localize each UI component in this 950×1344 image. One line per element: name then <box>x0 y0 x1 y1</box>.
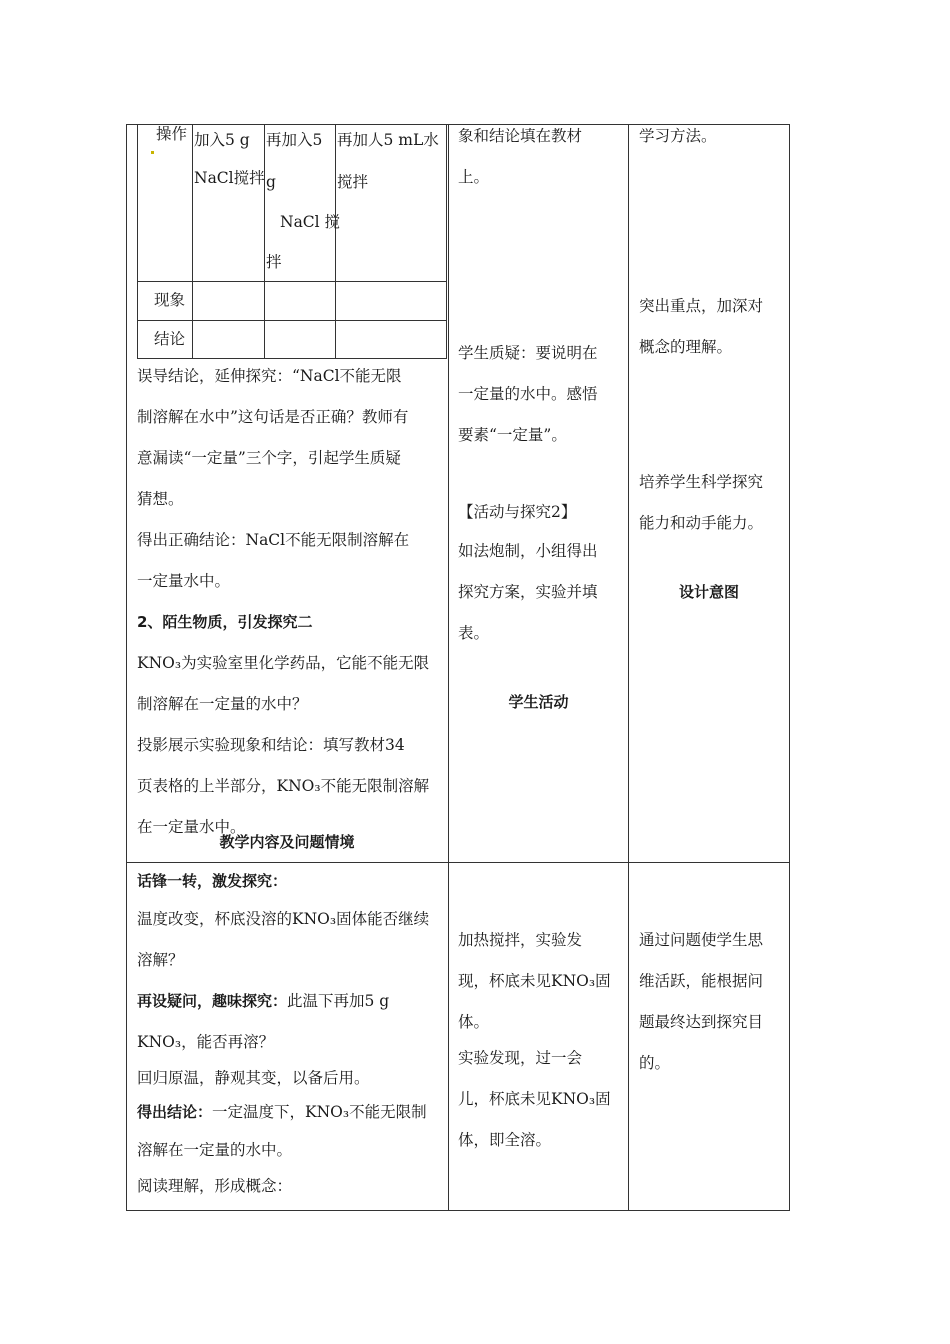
table-border-bottom <box>126 1210 790 1211</box>
col2-line-1: 象和结论填在教材 <box>458 127 583 145</box>
col1-line-8: KNO₃为实验室里化学药品，它能不能无限 <box>137 654 430 672</box>
inner-right <box>446 124 447 359</box>
inner-left <box>137 124 138 359</box>
col1-section-heading: 2、陌生物质，引发探究二 <box>137 613 313 631</box>
bottom-col1-line-6: 回归原温，静观其变，以备后用。 <box>137 1069 370 1087</box>
bottom-col2-line-3: 体。 <box>458 1013 490 1031</box>
table-col-divider-1 <box>448 124 449 1211</box>
bottom-col1-line-7: 得出结论：一定温度下，KNO₃不能无限制 <box>137 1103 427 1121</box>
col1-header: 教学内容及问题情境 <box>219 833 355 851</box>
experiment-table <box>137 124 448 359</box>
col2-line-3: 学生质疑：要说明在 <box>458 344 598 362</box>
bottom-col2-line-6: 体，即全溶。 <box>458 1131 552 1149</box>
cell-phenomenon-label: 现象 <box>154 291 186 309</box>
bottom-col1-line-2: 温度改变，杯底没溶的KNO₃固体能否继续 <box>137 910 430 928</box>
bottom-col2-line-4: 实验发现，过一会 <box>458 1049 583 1067</box>
cell-op2-line4: 拌 <box>266 253 282 271</box>
bottom-col1-heading: 话锋一转，激发探究： <box>137 872 288 890</box>
bottom-col2-line-1: 加热搅拌，实验发 <box>458 931 583 949</box>
bottom-col1-line-8: 溶解在一定量的水中。 <box>137 1141 293 1159</box>
bottom-col1-conclusion-label: 得出结论： <box>137 1103 213 1121</box>
cell-op1-line1: 加入5 g <box>194 131 250 149</box>
cell-conclusion-label: 结论 <box>154 330 186 348</box>
bottom-col3-line-2: 维活跃，能根据问 <box>639 972 764 990</box>
cell-op3-line2: 搅拌 <box>337 173 369 191</box>
bottom-col3-line-1: 通过问题使学生思 <box>639 931 764 949</box>
col1-line-5: 得出正确结论：NaCl不能无限制溶解在 <box>137 531 410 549</box>
col1-line-6: 一定量水中。 <box>137 572 231 590</box>
bottom-col3-line-4: 的。 <box>639 1054 671 1072</box>
col1-line-10: 投影展示实验现象和结论：填写教材34 <box>137 736 405 754</box>
col2-header: 学生活动 <box>508 693 569 711</box>
cell-op2-line1: 再加入5 <box>266 131 323 149</box>
bottom-col1-subheading: 再设疑问，趣味探究： <box>137 992 288 1010</box>
table-border-left <box>126 124 127 1211</box>
bottom-col2-line-5: 儿，杯底未见KNO₃固 <box>458 1090 611 1108</box>
col2-line-4: 一定量的水中。感悟 <box>458 385 598 403</box>
col1-line-3: 意漏读“一定量”三个字，引起学生质疑 <box>137 449 401 467</box>
col3-header: 设计意图 <box>678 583 739 601</box>
cell-op2-line3: NaCl 搅 <box>280 213 341 231</box>
bottom-col1-line-5: KNO₃，能否再溶？ <box>137 1033 275 1051</box>
bottom-col2-line-2: 现，杯底未见KNO₃固 <box>458 972 611 990</box>
bottom-col3-line-3: 题最终达到探究目 <box>639 1013 764 1031</box>
col3-line-3: 概念的理解。 <box>639 338 733 356</box>
cell-operation-label: 操作 <box>151 114 187 154</box>
marker-dot <box>151 151 154 154</box>
col1-line-2: 制溶解在水中”这句话是否正确？教师有 <box>137 408 409 426</box>
table-col-divider-2 <box>628 124 629 1211</box>
col1-line-9: 制溶解在一定量的水中？ <box>137 695 308 713</box>
col3-line-4: 培养学生科学探究 <box>639 473 764 491</box>
bottom-col1-line-3: 溶解？ <box>137 951 184 969</box>
bottom-col1-line-9: 阅读理解，形成概念： <box>137 1177 293 1195</box>
col1-line-12: 在一定量水中。 <box>137 818 246 836</box>
inner-div-1 <box>192 124 193 359</box>
col1-line-11: 页表格的上半部分，KNO₃不能无限制溶解 <box>137 777 430 795</box>
table-border-right <box>789 124 790 1211</box>
col1-line-4: 猜想。 <box>137 490 184 508</box>
col1-line-1: 误导结论，延伸探究：“NaCl不能无限 <box>137 367 402 385</box>
col2-line-2: 上。 <box>458 168 490 186</box>
bottom-col1-line-4: 再设疑问，趣味探究：此温下再加5 g <box>137 992 390 1010</box>
cell-op1-line2: NaCl搅拌 <box>194 169 265 187</box>
col2-line-7: 如法炮制，小组得出 <box>458 542 598 560</box>
cell-op2-line2: g <box>266 173 276 191</box>
col2-line-9: 表。 <box>458 624 490 642</box>
col2-line-8: 探究方案，实验并填 <box>458 583 598 601</box>
col3-line-2: 突出重点，加深对 <box>639 297 764 315</box>
col3-line-5: 能力和动手能力。 <box>639 514 764 532</box>
col2-line-5: 要素“一定量”。 <box>458 426 567 444</box>
col2-activity-title: 【活动与探究2】 <box>458 503 577 521</box>
cell-op3-line1: 再加人5 mL水 <box>337 131 439 149</box>
col3-line-1: 学习方法。 <box>639 127 717 145</box>
